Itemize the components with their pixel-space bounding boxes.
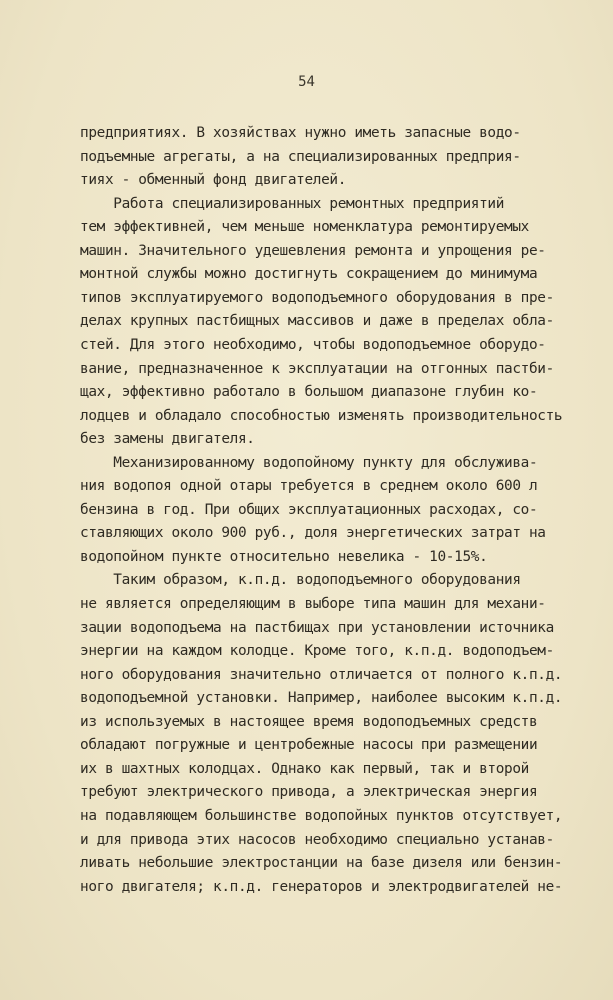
text-line: монтной службы можно достигнуть сокращением до минимума bbox=[80, 266, 538, 283]
text-line: вание, предназначенное к эксплуатации на отгонных пастби- bbox=[80, 360, 554, 377]
text-line: тем эффективней, чем меньше номенклатура ремонтируемых bbox=[80, 219, 529, 236]
text-line: подъемные агрегаты, а на специализированных предприя- bbox=[80, 148, 521, 165]
text-line: Работа специализированных ремонтных предприятий bbox=[80, 195, 505, 212]
text-line: на подавляющем большинстве водопойных пунктов отсутствует, bbox=[80, 807, 563, 824]
text-line: без замены двигателя. bbox=[80, 431, 255, 448]
text-line: тиях - обменный фонд двигателей. bbox=[80, 172, 347, 189]
page-number: 54 bbox=[298, 74, 315, 90]
text-line: щах, эффективно работало в большом диапазоне глубин ко- bbox=[80, 384, 538, 401]
text-line: типов эксплуатируемого водоподъемного оборудования в пре- bbox=[80, 289, 554, 306]
text-line: обладают погружные и центробежные насосы при размещении bbox=[80, 737, 538, 754]
text-line: энергии на каждом колодце. Кроме того, к.п.д. водоподъем- bbox=[80, 643, 554, 660]
text-line: зации водоподъема на пастбищах при установлении источника bbox=[80, 619, 554, 636]
text-line: машин. Значительного удешевления ремонта и упрощения ре- bbox=[80, 242, 546, 259]
text-line: из используемых в настоящее время водоподъемных средств bbox=[80, 713, 538, 730]
text-line: стей. Для этого необходимо, чтобы водоподъемное оборудо- bbox=[80, 336, 546, 353]
text-line: и для привода этих насосов необходимо специально устанав- bbox=[80, 831, 554, 848]
text-line: делах крупных пастбищных массивов и даже в пределах обла- bbox=[80, 313, 554, 330]
text-line: водоподъемной установки. Например, наиболее высоким к.п.д. bbox=[80, 690, 563, 707]
text-line: ного двигателя; к.п.д. генераторов и электродвигателей не- bbox=[80, 878, 563, 895]
text-line: ного оборудования значительно отличается от полного к.п.д. bbox=[80, 666, 563, 683]
text-line: бензина в год. При общих эксплуатационных расходах, со- bbox=[80, 501, 538, 518]
text-line: предприятиях. В хозяйствах нужно иметь запасные водо- bbox=[80, 125, 521, 141]
text-line: лодцев и обладало способностью изменять производительность bbox=[80, 407, 563, 424]
text-line: ставляющих около 900 руб., доля энергетических затрат на bbox=[80, 525, 546, 542]
text-line: Механизированному водопойному пункту для обслужива- bbox=[80, 454, 538, 471]
text-line: водопойном пункте относительно невелика - 10-15%. bbox=[80, 548, 488, 565]
text-line: их в шахтных колодцах. Однако как первый, так и второй bbox=[80, 760, 529, 777]
text-line: ливать небольшие электростанции на базе дизеля или бензин- bbox=[80, 855, 563, 872]
text-line: требуют электрического привода, а электрическая энергия bbox=[80, 784, 538, 801]
text-line: ния водопоя одной отары требуется в среднем около 600 л bbox=[80, 478, 538, 495]
text-line: не является определяющим в выборе типа машин для механи- bbox=[80, 596, 546, 612]
text-line: Таким образом, к.п.д. водоподъемного оборудования bbox=[80, 572, 521, 589]
